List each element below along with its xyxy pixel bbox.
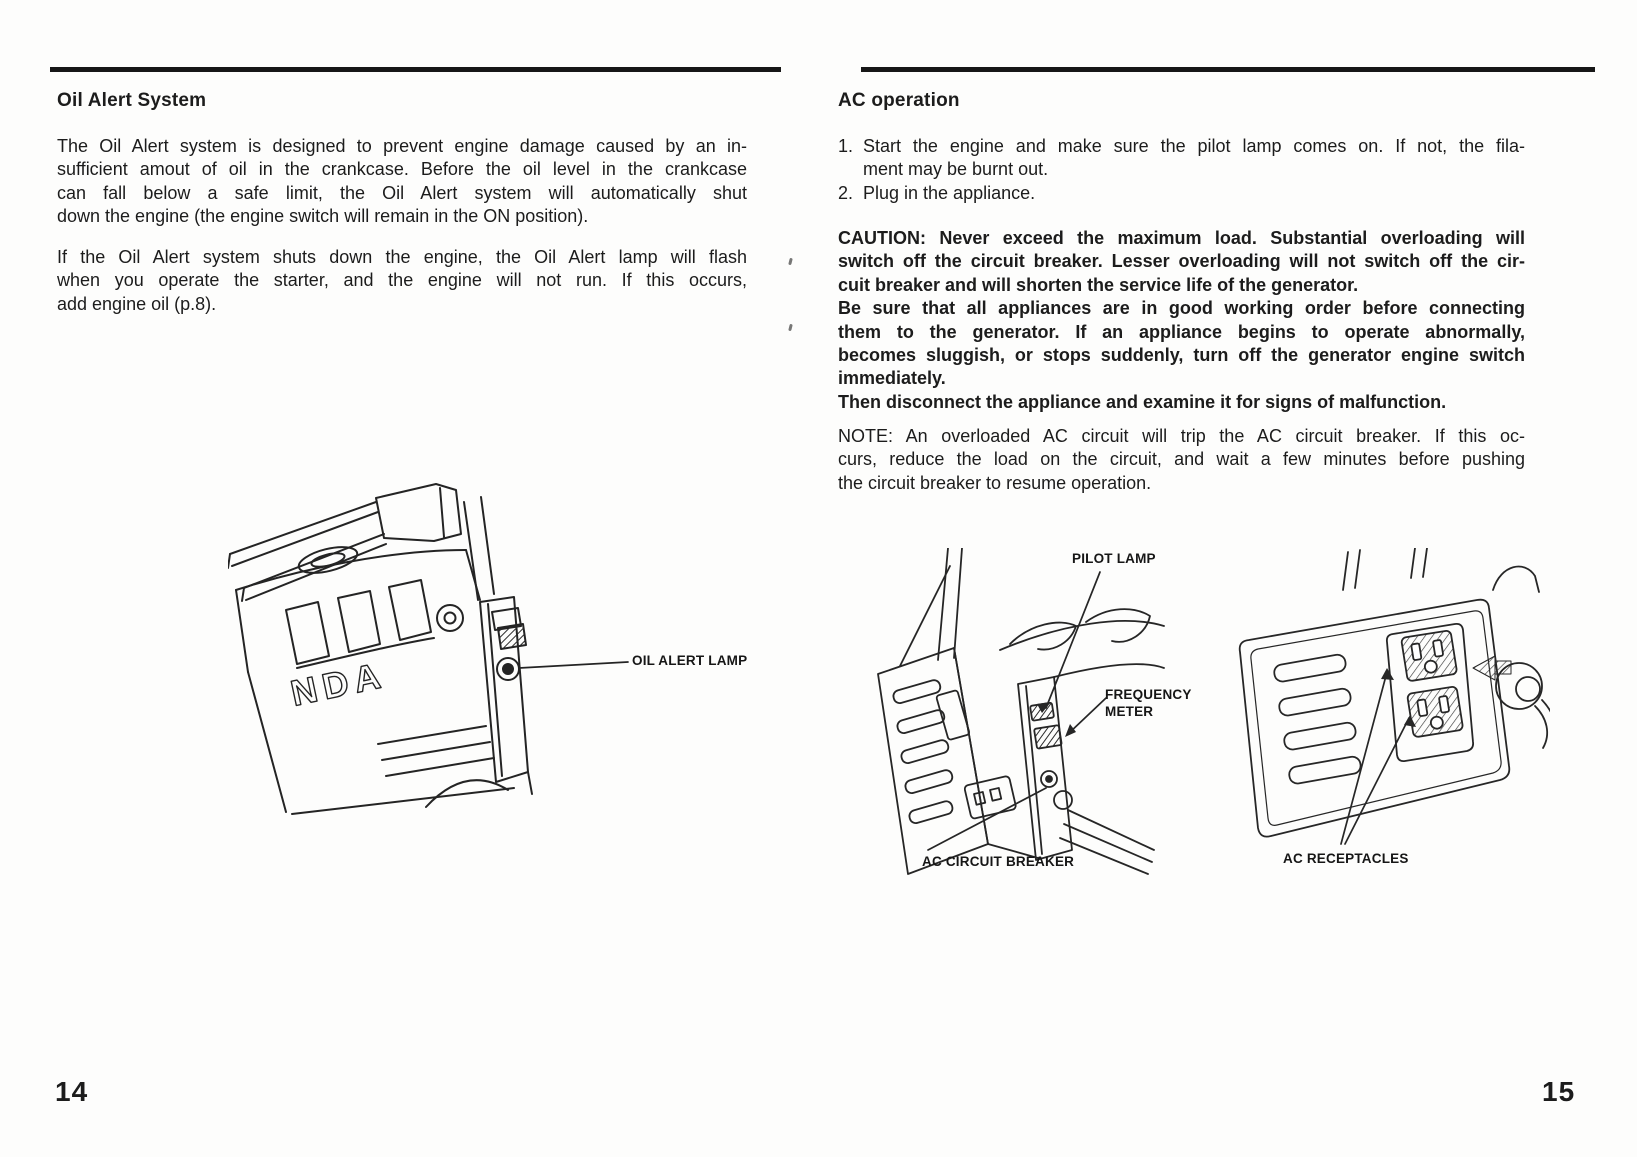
text-line: sufficient amout of oil in the crankcase. Before the oil level in the crankcase (57, 159, 747, 180)
text-line: NOTE: An overloaded AC circuit will trip the AC circuit breaker. If this oc- (838, 426, 1525, 446)
step-2-text (863, 182, 1525, 205)
text-line: Plug in the appliance. (863, 182, 1036, 203)
text-line: ment may be burnt out. (863, 159, 1049, 180)
text-line: add engine oil (p.8). (57, 293, 217, 314)
left-page-top-rule (50, 67, 781, 72)
ac-operation-steps (838, 135, 1525, 205)
text-line: becomes sluggish, or stops suddenly, turn off the generator engine switch (838, 345, 1525, 366)
page-number-14: 14 (55, 1076, 89, 1107)
ac-circuit-breaker-label: AC CIRCUIT BREAKER (922, 854, 1075, 869)
right-section-title: AC operation (838, 90, 960, 111)
text-line: switch off the circuit breaker. Lesser overloading will not switch off the cir- (838, 251, 1525, 272)
step-1 (838, 135, 1525, 182)
caution-paragraph-2 (838, 297, 1525, 391)
figure-ac-receptacles (1195, 548, 1550, 878)
text-line: CAUTION: Never exceed the maximum load. Substantial overloading will (838, 228, 1525, 248)
caution-paragraph-3 (838, 391, 1525, 414)
receptacle-panel-line-art (1195, 548, 1550, 878)
honda-logo-partial-text: NDA (287, 653, 390, 714)
text-line: Start the engine and make sure the pilot lamp comes on. If not, the fila- (863, 136, 1525, 156)
text-line: can fall below a safe limit, the Oil Alert system will automatically shut (57, 182, 747, 203)
scan-speck (788, 258, 793, 266)
text-line: The Oil Alert system is designed to prevent engine damage caused by an in- (57, 136, 747, 156)
step-2-number: 2. (838, 182, 854, 203)
text-line: curs, reduce the load on the circuit, and wait a few minutes before pushing (838, 449, 1525, 470)
figure-control-panel (862, 548, 1192, 878)
figure-oil-alert-lamp (228, 442, 773, 847)
step-1-number: 1. (838, 136, 854, 156)
text-line: down the engine (the engine switch will remain in the ON position). (57, 206, 589, 227)
text-line: Be sure that all appliances are in good working order before connecting (838, 298, 1525, 319)
oil-alert-paragraph-1 (57, 135, 747, 229)
pilot-lamp-label: PILOT LAMP (1072, 551, 1156, 566)
caution-block (838, 227, 1525, 414)
text-line: when you operate the starter, and the engine will not run. If this occurs, (57, 270, 747, 291)
text-line: immediately. (838, 368, 946, 389)
generator-oil-alert-line-art (228, 442, 773, 847)
ac-receptacles-label: AC RECEPTACLES (1283, 851, 1409, 866)
step-2 (838, 182, 1525, 205)
oil-alert-lamp-label: OIL ALERT LAMP (632, 653, 748, 668)
text-line: cuit breaker and will shorten the service life of the generator. (838, 274, 1359, 295)
text-line: them to the generator. If an appliance begins to operate abnormally, (838, 321, 1525, 342)
text-line: the circuit breaker to resume operation. (838, 472, 1152, 493)
caution-paragraph-1 (838, 227, 1525, 297)
note-block (838, 425, 1525, 495)
step-1-text (863, 135, 1525, 182)
left-section-title: Oil Alert System (57, 90, 207, 111)
frequency-meter-label: FREQUENCY METER (1105, 687, 1192, 719)
page-number-15: 15 (1542, 1076, 1576, 1107)
oil-alert-paragraph-2 (57, 246, 747, 316)
scan-speck (788, 324, 793, 332)
text-line: Then disconnect the appliance and examine it for signs of malfunction. (838, 391, 1447, 412)
right-page-top-rule (861, 67, 1595, 72)
text-line: If the Oil Alert system shuts down the engine, the Oil Alert lamp will flash (57, 247, 747, 267)
